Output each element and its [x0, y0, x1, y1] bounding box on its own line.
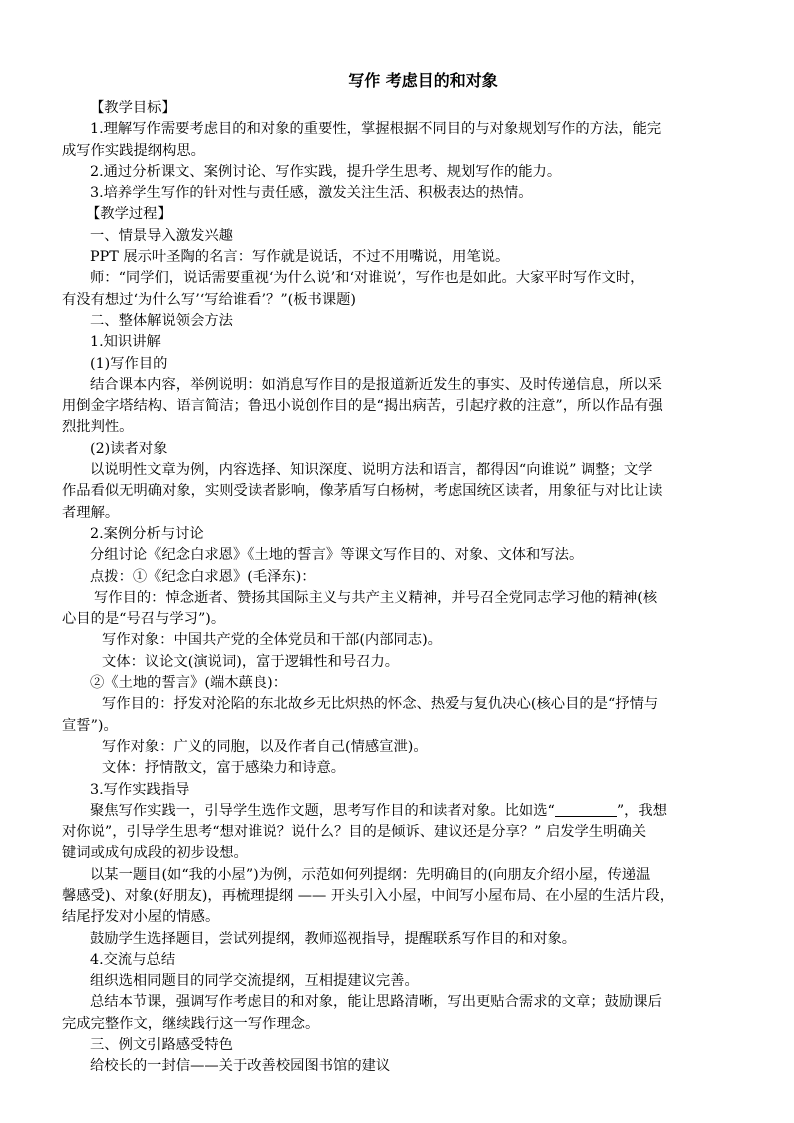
practice-heading: 3.写作实践指导: [90, 781, 190, 798]
case-discussion: 分组讨论《纪念白求恩》《土地的誓言》等课文写作目的、对象、文体和写法。: [90, 547, 584, 564]
case-2-purpose-line-1: 写作目的：抒发对沦陷的东北故乡无比炽热的怀念、热爱与复仇决心(核心目的是“抒情与: [102, 696, 659, 713]
exchange-text: 组织选相同题目的同学交流提纲，互相提建议完善。: [90, 973, 419, 990]
encourage-students: 鼓励学生选择题目，尝试列提纲，教师巡视指导，提醒联系写作目的和对象。: [90, 930, 577, 947]
reader-text-line-1: 以说明性文章为例，内容选择、知识深度、说明方法和语言，都得因“向谁说” 调整；文学: [90, 462, 653, 479]
example-letter-title: 给校长的一封信——关于改善校园图书馆的建议: [90, 1058, 391, 1075]
purpose-text-line-2: 用倒金字塔结构、语言简洁；鲁迅小说创作目的是“揭出病苦，引起疗救的注意”，所以作品有强: [62, 398, 663, 415]
case-2-audience: 写作对象：广义的同胞，以及作者自己(情感宣泄)。: [102, 738, 428, 755]
practice-text-line-3: 键词或成句成段的初步设想。: [62, 845, 248, 862]
knowledge-heading: 1.知识讲解: [90, 334, 161, 351]
case-1-audience: 写作对象：中国共产党的全体党员和干部(内部同志)。: [102, 632, 442, 649]
section-heading-process: 【教学过程】: [86, 206, 172, 223]
fill-in-blank: [555, 802, 617, 817]
objective-2: 2.通过分析课文、案例讨论、写作实践，提升学生思考、规划写作的能力。: [90, 163, 562, 180]
example-outline-line-1: 以某一题目(如“我的小屋”)为例，示范如何列提纲：先明确目的(向朋友介绍小屋，传递温: [90, 866, 651, 883]
part-3-heading: 三、例文引路感受特色: [90, 1037, 233, 1054]
case-hint-1: 点拨：①《纪念白求恩》(毛泽东)：: [90, 568, 316, 585]
practice-text-line-2: 对你说”，引导学生思考“想对谁说？说什么？目的是倾诉、建议还是分享？” 启发学生明确关: [62, 824, 647, 841]
exchange-heading: 4.交流与总结: [90, 951, 176, 968]
document-title: 写作 考虑目的和对象: [348, 71, 498, 90]
case-1-purpose-line-1: 写作目的：悼念逝者、赞扬其国际主义与共产主义精神，并号召全党同志学习他的精神(核: [94, 589, 658, 606]
case-hint-2: ②《土地的誓言》(端木蕻良)：: [90, 675, 288, 692]
case-2-purpose-line-2: 宣誓”)。: [62, 717, 118, 734]
reader-text-line-2: 作品看似无明确对象，实则受读者影响，像茅盾写白杨树，考虑国统区读者，用象征与对比让读: [62, 483, 663, 500]
reader-text-line-3: 者理解。: [62, 504, 120, 521]
teacher-speech-line-2: 有没有想过‘为什么写’‘写给谁看’？”(板书课题): [62, 291, 356, 308]
ppt-quote: PPT 展示叶圣陶的名言：写作就是说话，不过不用嘴说，用笔说。: [90, 249, 510, 266]
case-1-genre: 文体：议论文(演说词)，富于逻辑性和号召力。: [102, 653, 400, 670]
summary-line-2: 完成完整作文，继续践行这一写作理念。: [62, 1015, 320, 1032]
case-2-genre: 文体：抒情散文，富于感染力和诗意。: [102, 760, 346, 777]
purpose-text-line-1: 结合课本内容，举例说明：如消息写作目的是报道新近发生的事实、及时传递信息，所以采: [90, 376, 662, 393]
document-page: [62, 70, 738, 1078]
reader-heading: (2)读者对象: [90, 440, 168, 457]
part-2-heading: 二、整体解说领会方法: [90, 312, 233, 329]
objective-3: 3.培养学生写作的针对性与责任感，激发关注生活、积极表达的热情。: [90, 185, 533, 202]
objective-1-line-1: 1.理解写作需要考虑目的和对象的重要性，掌握根据不同目的与对象规划写作的方法，能完: [90, 121, 662, 138]
purpose-heading: (1)写作目的: [90, 355, 168, 372]
example-outline-line-2: 馨感受)、对象(好朋友)，再梳理提纲 —— 开头引入小屋，中间写小屋布局、在小屋的生活片段，: [62, 887, 674, 904]
summary-line-1: 总结本节课，强调写作考虑目的和对象，能让思路清晰，写出更贴合需求的文章；鼓励课后: [90, 994, 662, 1011]
practice-text-line-1: 聚焦写作实践一，引导学生选作文题，思考写作目的和读者对象。比如选“ ”，我想: [90, 802, 668, 819]
teacher-speech-line-1: 师：“同学们，说话需要重视‘为什么说’和‘对谁说’，写作也是如此。大家平时写作文时，: [90, 270, 645, 287]
case-1-purpose-line-2: 心目的是“号召与学习”)。: [62, 611, 226, 628]
objective-1-line-2: 成写作实践提纲构思。: [62, 142, 205, 159]
section-heading-objectives: 【教学目标】: [90, 100, 176, 116]
case-heading: 2.案例分析与讨论: [90, 525, 204, 542]
example-outline-line-3: 结尾抒发对小屋的情感。: [62, 909, 220, 926]
purpose-text-line-3: 烈批判性。: [62, 419, 134, 436]
part-1-heading: 一、情景导入激发兴趣: [90, 227, 233, 244]
